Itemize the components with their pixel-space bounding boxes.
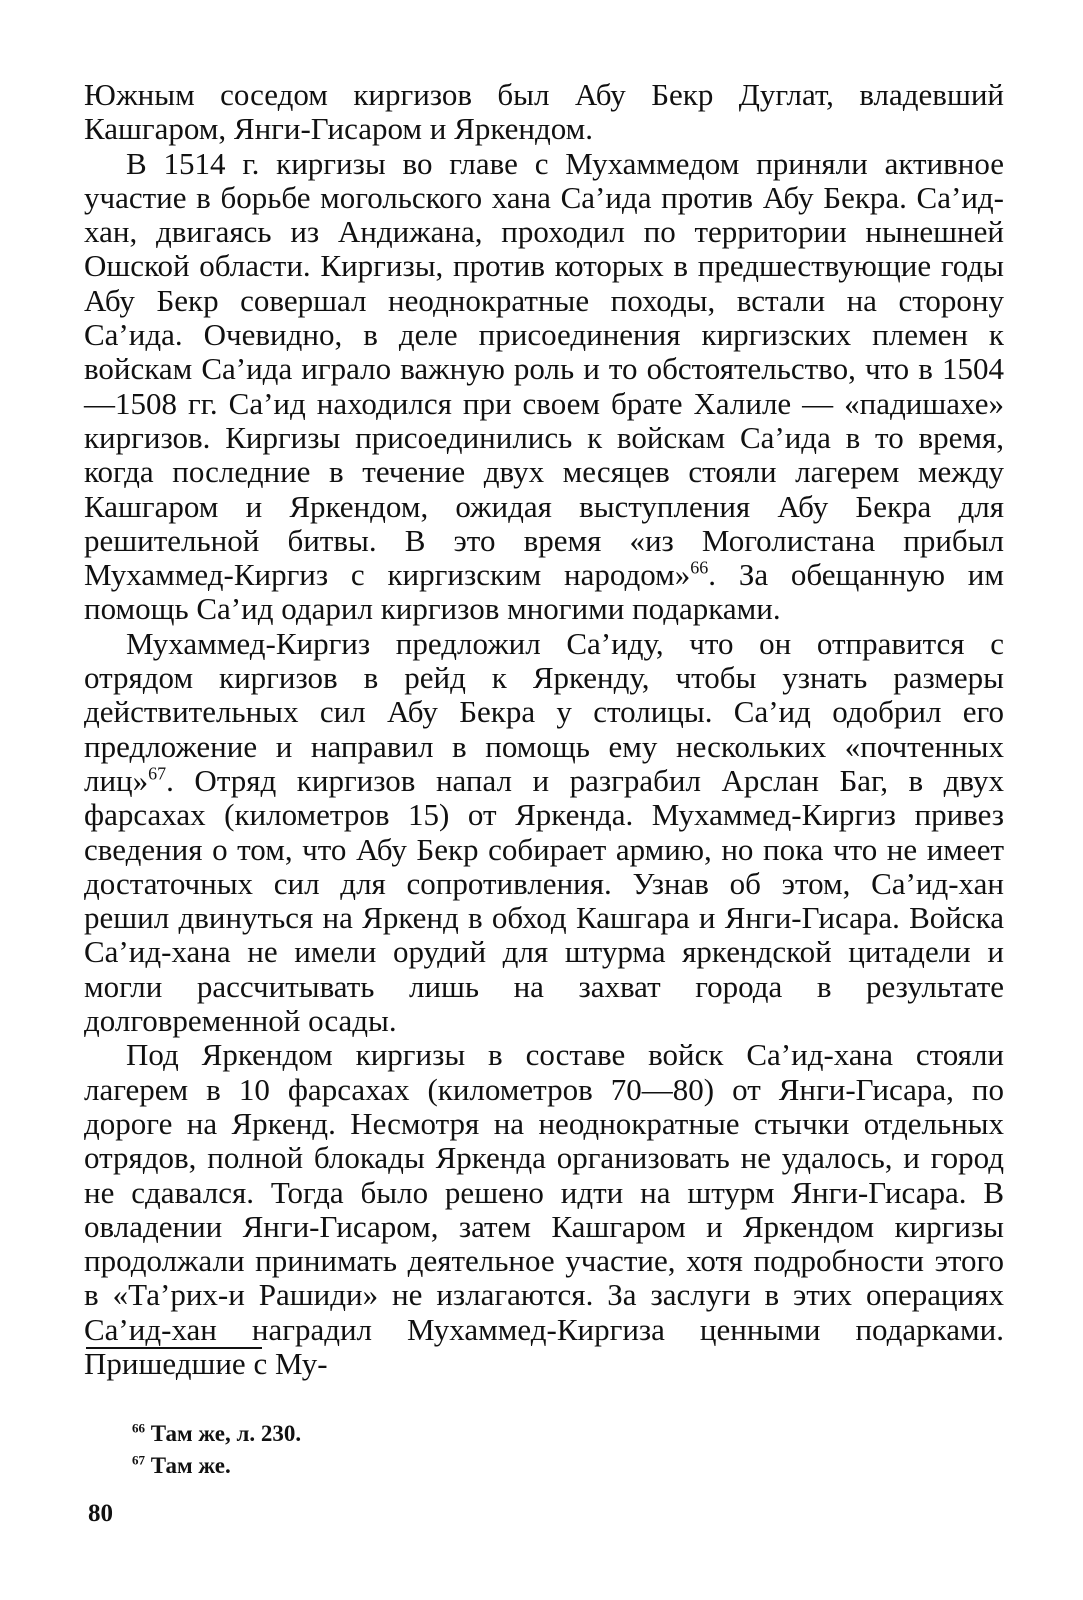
footnote-66-text: Там же, л. 230.	[150, 1421, 302, 1446]
paragraph-3-text-a: Мухаммед-Киргиз предложил Са’иду, что он отправится с отрядом киргизов в рейд к Яркенду, чтобы узнать размеры действительных сил Абу Бекра у столицы. Са’ид одобрил его предложение и направил в помощь ему нескольких «почтенных лиц»	[84, 625, 1004, 798]
footnotes	[132, 1418, 832, 1482]
footnote-67	[132, 1450, 832, 1482]
paragraph-3	[84, 627, 1004, 1039]
footnote-66-mark: 66	[132, 1420, 145, 1436]
footnote-ref-67[interactable]: 67	[148, 763, 167, 784]
paragraph-4	[84, 1038, 1004, 1381]
paragraph-3-text-b: . Отряд киргизов напал и разграбил Арслан Баг, в двух фарсахах (километров 15) от Яркенда. Мухаммед-Киргиз привез сведения о том, что Абу Бекр собирает армию, но пока что не имеет достаточных сил для сопротивления. Узнав об этом, Са’ид-хан решил двинуться на Яркенд в обход Кашгара и Янги-Гисара. Войска Са’ид-хана не имели орудий для штурма яркендской цитадели и могли рассчитывать лишь на захват города в результате долговременной осады.	[84, 762, 1004, 1039]
main-text	[84, 78, 1004, 1381]
paragraph-2	[84, 147, 1004, 627]
paragraph-1-text: Южным соседом киргизов был Абу Бекр Дуглат, владевший Кашгаром, Янги-Гисаром и Яркендом.	[84, 77, 1004, 147]
paragraph-4-text: Под Яркендом киргизы в составе войск Са’ид-хана стояли лагерем в 10 фарсахах (километров 70—80) от Янги-Гисара, по дороге на Яркенд. Несмотря на неоднократные стычки отдельных отрядов, полной блокады Яркенда организовать не удалось, и город не сдавался. Тогда было решено идти на штурм Янги-Гисара. В овладении Янги-Гисаром, затем Кашгаром и Яркендом киргизы продолжали принимать деятельное участие, хотя подробности этого в «Та’рих-и Рашиди» не излагаются. За заслуги в этих операциях Са’ид-хан наградил Мухаммед-Киргиза ценными подарками. Пришедшие с Му-	[84, 1037, 1004, 1381]
page-number: 80	[88, 1500, 113, 1527]
paragraph-2-text-a: В 1514 г. киргизы во главе с Мухаммедом приняли активное участие в борьбе могольского хана Са’ида против Абу Бекра. Са’ид-хан, двигаясь из Андижана, проходил по территории нынешней Ошской области. Киргизы, против которых в предшествующие годы Абу Бекр совершал неоднократные походы, встали на сторону Са’ида. Очевидно, в деле присоединения киргизских племен к войскам Са’ида играло важную роль и то обстоятельство, что в 1504—1508 гг. Са’ид находился при своем брате Халиле — «падишахе» киргизов. Киргизы присоединились к войскам Са’ида в то время, когда последние в течение двух месяцев стояли лагерем между Кашгаром и Яркендом, ожидая выступления Абу Бекра для решительной битвы. В это время «из Моголистана прибыл Мухаммед-Киргиз с киргизским народом»	[84, 145, 1004, 593]
footnote-67-text: Там же.	[150, 1453, 231, 1478]
paragraph-1	[84, 78, 1004, 147]
paragraph-2-text-b: . За обещанную им помощь Са’ид одарил киргизов многими подарками.	[84, 557, 1005, 627]
footnote-ref-66[interactable]: 66	[690, 557, 709, 578]
footnote-divider	[86, 1347, 262, 1349]
footnote-67-mark: 67	[132, 1452, 145, 1468]
footnote-66	[132, 1418, 832, 1450]
